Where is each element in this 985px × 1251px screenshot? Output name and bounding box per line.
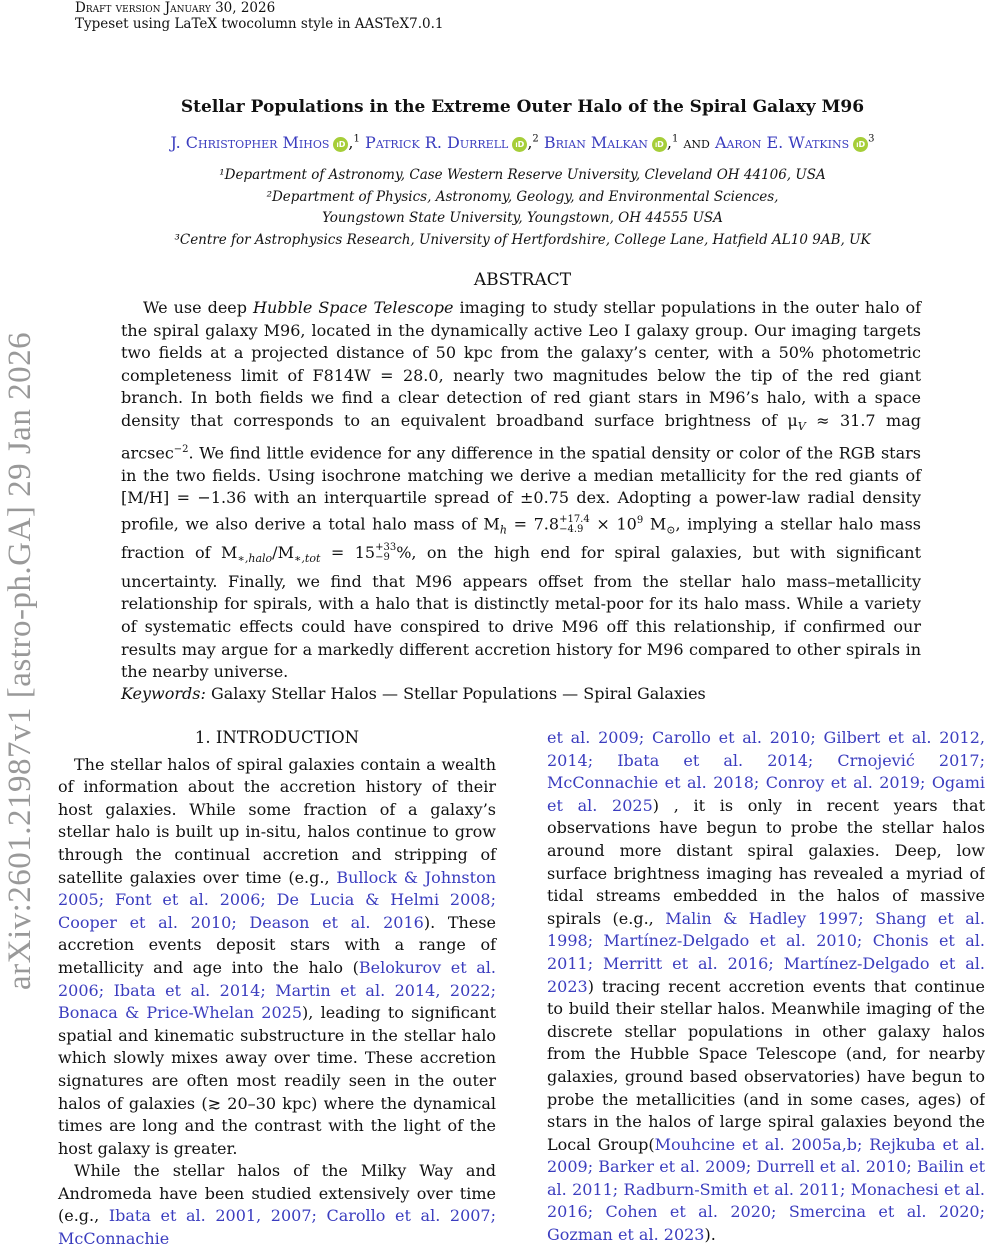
- citation-link[interactable]: Malin & Hadley 1997; Shang et al. 1998; Martínez-Delgado et al. 2010; Chonis et al. 2011; Merritt et al. 2016; Martínez-Delgado et al. 2023: [547, 908, 985, 996]
- section-heading: 1. INTRODUCTION: [194, 728, 360, 747]
- citation-link[interactable]: Mouhcine et al. 2005a,b; Rejkuba et al. 2009; Barker et al. 2009; Durrell et al. 2010; Bailin et al. 2011; Radburn-Smith et al. 2011; Monachesi et al. 2016; Cohen et al. 2020; Smercina et al. 2020; Gozman et al. 2023: [547, 1134, 985, 1245]
- author-name[interactable]: J. Christopher Mihos: [170, 133, 330, 152]
- keywords-label: Keywords:: [121, 684, 206, 703]
- orcid-icon[interactable]: iD: [652, 137, 667, 152]
- citation-link[interactable]: Belokurov et al. 2006; Ibata et al. 2014; Martin et al. 2014, 2022; Bonaca & Price-Whelan 2025: [58, 957, 496, 1023]
- paragraph: et al. 2009; Carollo et al. 2010; Gilbert et al. 2012, 2014; Ibata et al. 2014; Crnojević 2017; McConnachie et al. 2018; Conroy et al. 2019; Ogami et al. 2025) , it is only in recent years that observations have begun to probe the stellar halos around more distant spiral galaxies. Deep, low surface brightness imaging has revealed a myriad of tidal streams embedded in the halos of massive spirals (e.g., Malin & Hadley 1997; Shang et al. 1998; Martínez-Delgado et al. 2010; Chonis et al. 2011; Merritt et al. 2016; Martínez-Delgado et al. 2023) tracing recent accretion events that continue to build their stellar halos. Meanwhile imaging of the discrete stellar populations in other galaxy halos from the Hubble Space Telescope (and, for nearby galaxies, ground based observatories) have begun to probe the metallicities (and in some cases, ages) of stars in the halos of large spiral galaxies beyond the Local Group(Mouhcine et al. 2005a,b; Rejkuba et al. 2009; Barker et al. 2009; Durrell et al. 2010; Bailin et al. 2011; Radburn-Smith et al. 2011; Monachesi et al. 2016; Cohen et al. 2020; Smercina et al. 2020; Gozman et al. 2023).: [547, 728, 985, 1245]
- author-name[interactable]: Brian Malkan: [543, 133, 648, 152]
- affiliation: ²Department of Physics, Astronomy, Geology, and Environmental Sciences,: [266, 188, 779, 205]
- keywords: [121, 684, 706, 703]
- orcid-icon[interactable]: iD: [512, 137, 527, 152]
- affiliation: ¹Department of Astronomy, Case Western Reserve University, Cleveland OH 44106, USA: [219, 167, 826, 183]
- affiliation: Youngstown State University, Youngstown, OH 44555 USA: [322, 210, 723, 226]
- author-name[interactable]: Aaron E. Watkins: [714, 133, 850, 152]
- arxiv-sidebar-id[interactable]: arXiv:2601.21987v1 [astro-ph.GA] 29 Jan 2026: [2, 331, 38, 990]
- affiliations: [0, 165, 985, 251]
- author-name[interactable]: Patrick R. Durrell: [364, 133, 509, 152]
- author-list: J. Christopher Mihos iD ,$^1$ Patrick R. Durrell iD ,$^2$ Brian Malkan iD ,$^1$ and Aaron E. Watkins iD $^3$: [170, 133, 875, 152]
- orcid-icon[interactable]: iD: [333, 137, 348, 152]
- affiliation: ³Centre for Astrophysics Research, University of Hertfordshire, College Lane, Hatfield AL10 9AB, UK: [174, 231, 871, 248]
- abstract-heading: ABSTRACT: [473, 270, 572, 290]
- citation-link[interactable]: et al. 2009; Carollo et al. 2010; Gilbert et al. 2012, 2014; Ibata et al. 2014; Crnojević 2017; McConnachie et al. 2018; Conroy et al. 2019; Ogami et al. 2025: [547, 728, 985, 815]
- author-conjunction: and: [683, 133, 710, 152]
- orcid-icon[interactable]: iD: [853, 137, 868, 152]
- column-left: [58, 727, 496, 1251]
- typeset-note: Typeset using LaTeX twocolumn style in AASTeX7.0.1: [75, 16, 444, 32]
- citation-link[interactable]: Ibata et al. 2001, 2007; Carollo et al. 2007; McConnachie: [58, 1206, 497, 1249]
- paragraph: The stellar halos of spiral galaxies contain a wealth of information about the accretion history of their host galaxies. While some fraction of a galaxy’s stellar halo is built up in-situ, halos continue to grow through the continual accretion and stripping of satellite galaxies over time (e.g., Bullock & Johnston 2005; Font et al. 2006; De Lucia & Helmi 2008; Cooper et al. 2010; Deason et al. 2016). These accretion events deposit stars with a range of metallicity and age into the halo (Belokurov et al. 2006; Ibata et al. 2014; Martin et al. 2014, 2022; Bonaca & Price-Whelan 2025), leading to significant spatial and kinematic substructure in the stellar halo which slowly mixes away over time. These accretion signatures are often most readily seen in the outer halos of galaxies (≳ 20–30 kpc) where the dynamical times are long and the contrast with the light of the host galaxy is greater.: [58, 754, 497, 1158]
- column-right: [547, 727, 985, 1247]
- draft-version: Draft version January 30, 2026: [75, 0, 276, 16]
- abstract-body: We use deep Hubble Space Telescope imaging to study stellar populations in the outer halo of the spiral galaxy M96, located in the dynamically active Leo I galaxy group. Our imaging targets two fields at a projected distance of 50 kpc from the galaxy’s center, with a 50% photometric completeness limit of F814W = 28.0, nearly two magnitudes below the tip of the red giant branch. In both fields we find a clear detection of red giant stars in M96’s halo, with a space density that corresponds to an equivalent broadband surface brightness of $\mu_V \approx 31.7$ mag arcsec$^{-2}$. We find little evidence for any difference in the spatial density or color of the RGB stars in the two fields. Using isochrone matching we derive a median metallicity for the red giants of [M/H] = −1.36 with an interquartile spread of ±0.75 dex. Adopting a power-law radial density profile, we also derive a total halo mass of $M_h = 7.8$ +17.4 −4.9 × $10^9$ $M_⊙$, implying a stellar halo mass fraction of $M_{∗,halo}/M_{∗,tot} = 15$ +33 −9 %, on the high end for spiral galaxies, but with significant uncertainty. Finally, we find that M96 appears offset from the stellar halo mass–metallicity relationship for spirals, with a halo that is distinctly metal-poor for its halo mass. While a variety of systematic effects could have conspired to drive M96 off this relationship, if confirmed our results may argue for a markedly different accretion history for M96 compared to other spirals in the nearby universe.: [121, 298, 922, 682]
- keywords-text: Galaxy Stellar Halos — Stellar Populations — Spiral Galaxies: [205, 684, 706, 703]
- paper-title: Stellar Populations in the Extreme Outer Halo of the Spiral Galaxy M96: [180, 97, 865, 117]
- running-header: [75, 0, 443, 32]
- paragraph: While the stellar halos of the Milky Way and Andromeda have been studied extensively over time (e.g., Ibata et al. 2001, 2007; Carollo et al. 2007; McConnachie: [58, 1161, 497, 1249]
- citation-link[interactable]: Bullock & Johnston 2005; Font et al. 2006; De Lucia & Helmi 2008; Cooper et al. 2010; Deason et al. 2016: [58, 867, 497, 932]
